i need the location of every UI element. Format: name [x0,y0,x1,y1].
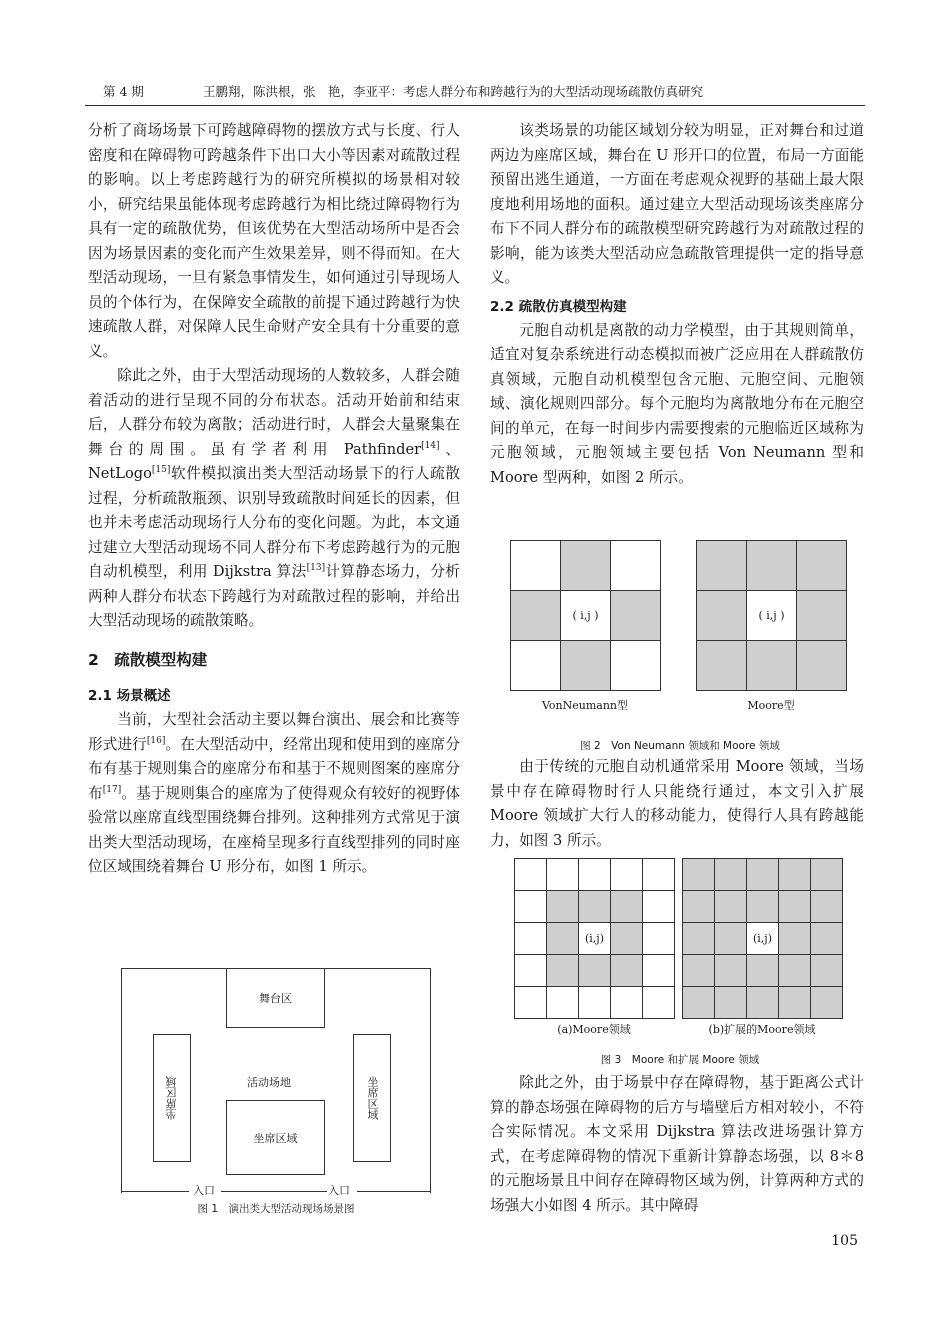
entrance-label: 入口 [193,1184,215,1197]
grid-cell [560,640,611,691]
grid-cell [714,858,747,891]
center-cell-label: (i,j) [752,932,772,945]
grid-cell [546,986,579,1019]
grid-cell [682,986,715,1019]
grid-cell [610,640,661,691]
grid-cell [714,954,747,987]
wall-segment [221,1191,327,1192]
grid-cell [810,922,843,955]
grid-cell [578,858,611,891]
extended-moore-5x5-grid [682,858,842,1018]
grid-cell [796,640,847,691]
paragraph: 由于传统的元胞自动机通常采用 Moore 领域，当场景中存在障碍物时行人只能绕行通过，本文引入扩展 Moore 领域扩大行人的移动能力，使得行人具有跨越能力，如图 3 所示。 [490,758,864,849]
section-heading: 2 疏散模型构建 [88,650,208,669]
grid-cell [578,986,611,1019]
header-rule [85,105,865,106]
grid-cell [546,890,579,923]
figure-2-caption: 图 2 Von Neumann 领域和 Moore 领域 [580,740,780,752]
grid-cell [546,954,579,987]
grid-cell [510,540,561,591]
subsection-heading: 2.1 场景概述 [88,688,171,704]
grid-cell [546,922,579,955]
wall-segment [121,1191,189,1192]
grid-cell [796,590,847,641]
grid-cell [746,640,797,691]
grid-cell [810,986,843,1019]
running-title: 王鹏翔，陈洪根，张 艳，李亚平：考虑人群分布和跨越行为的大型活动现场疏散仿真研究 [203,84,704,99]
left-column [88,119,460,880]
paragraph: 分析了商场场景下可跨越障碍物的摆放方式与长度、行人密度和在障碍物可跨越条件下出口大小等因素对疏散过程的影响。以上考虑跨越行为的研究所模拟的场景相对较小，研究结果虽能体现考虑跨越行为相比绕过障碍物行为具有一定的疏散优势，但该优势在大型活动场所中是否会因为场景因素的变化而产生效果差异，则不得而知。在大型活动现场，一旦有紧急事情发生，如何通过引导现场人员的个体行为，在保障安全疏散的前提下通过跨越行为快速疏散人群，对保障人民生命财产安全具有十分重要的意义。 [88,122,460,360]
moore-grid [696,540,846,690]
figure-3a-label: (a)Moore领域 [557,1023,631,1036]
moore-label: Moore型 [747,699,795,712]
von-neumann-label: VonNeumann型 [541,699,629,712]
center-cell-label: ( i,j ) [758,609,785,622]
grid-cell [682,890,715,923]
grid-cell [778,986,811,1019]
grid-cell [642,986,675,1019]
paragraph [88,708,460,880]
figure-3b-label: (b)扩展的Moore领域 [708,1023,816,1036]
paragraph: 元胞自动机是离散的动力学模型，由于其规则简单，适宜对复杂系统进行动态模拟而被广泛应用在人群疏散仿真领域，元胞自动机模型包含元胞、元胞空间、元胞领域、演化规则四部分。每个元胞均为离散地分布在元胞空间的单元，在每一时间步内需要搜索的元胞临近区域称为元胞领域，元胞领域主要包括 Von Neumann 型和 Moore 型两种，如图 2 所示。 [490,321,864,486]
figure-3-caption: 图 3 Moore 和扩展 Moore 领域 [600,1054,760,1066]
grid-cell [696,640,747,691]
citation[interactable]: [16] [146,735,166,746]
grid-cell [746,890,779,923]
activity-area-label: 活动场地 [247,1076,291,1089]
right-column-bottom [490,1071,864,1218]
issue-number: 第 4 期 [103,84,144,99]
grid-cell [560,590,611,641]
grid-cell [746,954,779,987]
grid-cell [746,540,797,591]
grid-cell [810,890,843,923]
center-cell-label: ( i,j ) [572,609,599,622]
grid-cell [696,540,747,591]
citation[interactable]: [13] [306,563,326,574]
grid-cell [514,922,547,955]
citation[interactable]: [17] [102,784,122,795]
grid-cell [778,954,811,987]
grid-cell [546,858,579,891]
seat-area-center [226,1100,325,1175]
grid-cell [810,954,843,987]
grid-cell [610,954,643,987]
text-run: 当前，大型社会活动主要以舞台演出、展会和比赛等形式进行 [88,711,460,753]
text-run: 。在大型活动中，经常出现和使用到的座席分布有基于规则集合的座席分布和基于不规则图案的座席分布 [88,735,460,802]
grid-cell [796,540,847,591]
text-run: 。基于规则集合的座席为了使得观众有较好的视野体验常以座席直线型围绕舞台排列。这种排列方式常见于演出类大型活动现场，在座椅呈现多行直线型排列的同时座位区域围绕着舞台 U 形分布，如图 1 所示。 [88,784,460,875]
stage-area [226,968,325,1028]
von-neumann-grid [510,540,660,690]
grid-cell [682,858,715,891]
seat-label: 坐席区域 [165,1076,178,1120]
grid-cell [514,890,547,923]
paragraph [88,364,460,634]
center-cell-label: (i,j) [584,932,604,945]
grid-cell [514,986,547,1019]
grid-cell [714,986,747,1019]
grid-cell [714,922,747,955]
grid-cell [682,954,715,987]
grid-cell [696,590,747,641]
figure-1-caption: 图 1 演出类大型活动现场场景图 [197,1203,355,1215]
text-run: 计算静态场力，分析两种人群分布状态下跨越行为对疏散过程的影响，并给出大型活动现场的疏散策略。 [88,563,460,629]
text-run: 除此之外，由于大型活动现场的人数较多，人群会随着活动的进行呈现不同的分布状态。活动开始前和结束后，人群分布较为离散；活动进行时，人群会大量聚集在舞台的周围。虽有学者利用 Pathfinder [88,367,460,458]
grid-cell [778,890,811,923]
grid-cell [578,890,611,923]
grid-cell [642,890,675,923]
seat-area-left [153,1034,191,1162]
stage-label: 舞台区 [259,992,292,1005]
entrance-label: 入口 [328,1184,350,1197]
grid-cell [510,590,561,641]
citation[interactable]: [14] [421,440,440,451]
citation[interactable]: [15] [151,465,171,476]
paragraph: 除此之外，由于场景中存在障碍物，基于距离公式计算的静态场强在障碍物的后方与墙壁后方相对较小，不符合实际情况。本文采用 Dijkstra 算法改进场强计算方式，在考虑障碍物的情况下重新计算静态场强，以 8＊8 的元胞场景且中间存在障碍物区域为例，计算两种方式的场强大小如图 4 所示。其中障碍 [490,1074,864,1214]
grid-cell [514,858,547,891]
seat-label: 坐席区域 [366,1076,379,1120]
grid-cell [578,922,611,955]
grid-cell [610,590,661,641]
grid-cell [578,954,611,987]
grid-cell [642,922,675,955]
figure-1-venue [121,968,431,1197]
grid-cell [514,954,547,987]
moore-5x5-grid [514,858,674,1018]
grid-cell [682,922,715,955]
subsection-heading: 2.2 疏散仿真模型构建 [490,298,627,315]
grid-cell [810,858,843,891]
grid-cell [560,540,611,591]
grid-cell [510,640,561,691]
grid-cell [746,858,779,891]
seat-area-right [353,1034,391,1162]
running-header [103,80,863,104]
grid-cell [610,858,643,891]
grid-cell [778,922,811,955]
page-number: 105 [831,1233,858,1249]
grid-cell [610,922,643,955]
grid-cell [610,986,643,1019]
text-run: 软件模拟演出类大型活动场景下的行人疏散过程，分析疏散瓶颈、识别导致疏散时间延长的因素，但也并未考虑活动现场行人分布的变化问题。为此，本文通过建立大型活动现场不同人群分布下考虑跨越行为的元胞自动机模型，利用 Dijkstra 算法 [88,465,460,580]
grid-cell [746,590,797,641]
grid-cell [642,858,675,891]
grid-cell [610,540,661,591]
paragraph: 该类场景的功能区域划分较为明显，正对舞台和过道两边为座席区域，舞台在 U 形开口的位置，布局一方面能预留出逃生通道，一方面在考虑观众视野的基础上最大限度地利用场地的面积。通过建立大型活动现场该类座席分布下不同人群分布的疏散模型研究跨越行为对疏散过程的影响，能为该类大型活动应急疏散管理提供一定的指导意义。 [490,122,864,286]
grid-cell [778,858,811,891]
seat-label: 坐席区域 [253,1131,298,1145]
grid-cell [746,922,779,955]
grid-cell [642,954,675,987]
right-column-top [490,119,864,490]
text-run: 、NetLogo [88,440,460,482]
wall-segment [357,1191,431,1192]
grid-cell [714,890,747,923]
grid-cell [746,986,779,1019]
right-column-mid [490,755,864,853]
grid-cell [610,890,643,923]
